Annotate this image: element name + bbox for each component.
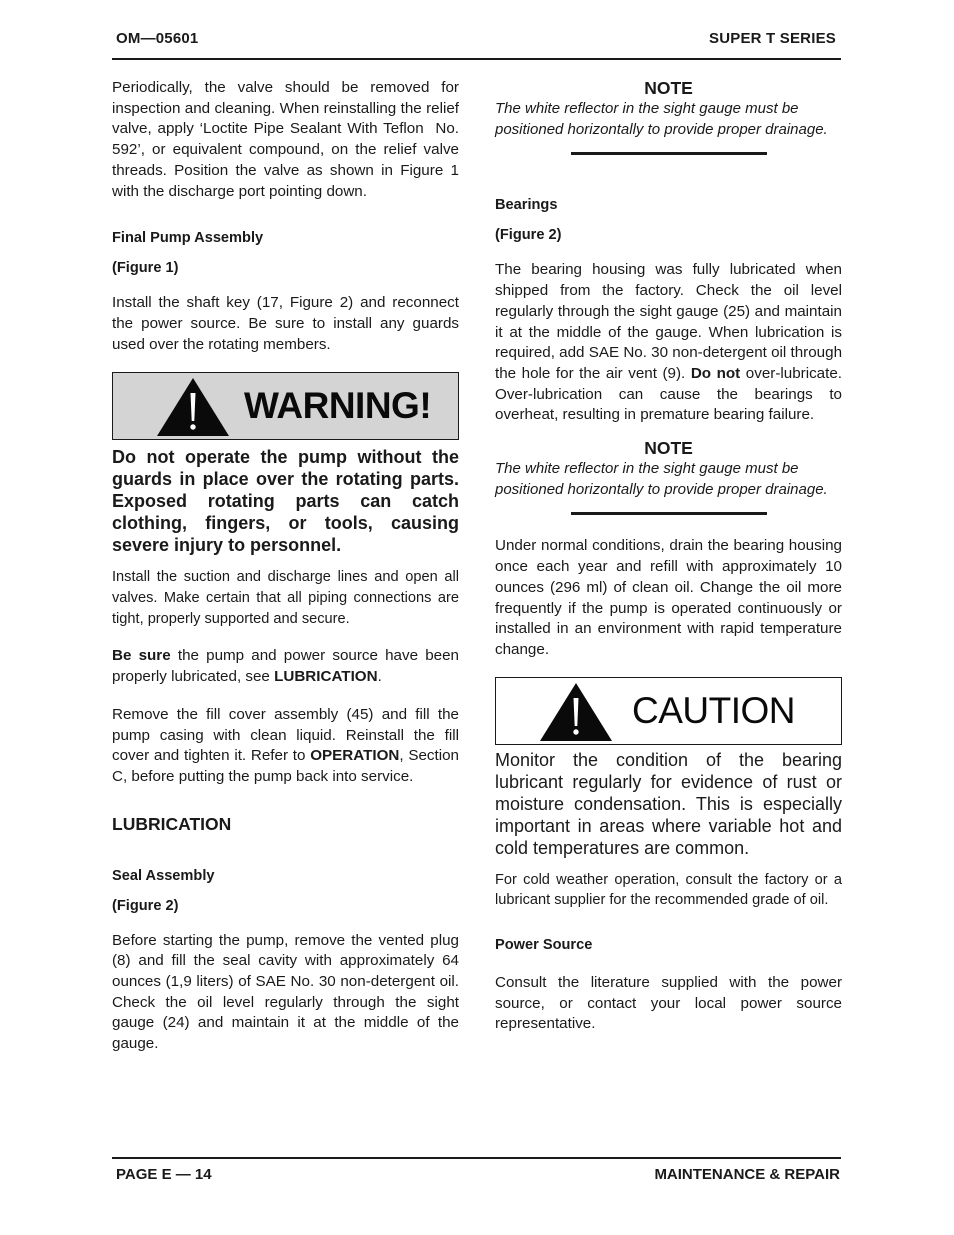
- final-assembly-paragraph: Install the shaft key (17, Figure 2) and reconnect the power source. Be sure to install any guards used over the rotating members.: [112, 294, 459, 353]
- operation-reference: OPERATION: [310, 747, 400, 765]
- power-source-paragraph: Consult the literature supplied with the power source, or contact your local power source representative.: [495, 974, 842, 1033]
- seal-assembly-heading: Seal Assembly: [112, 867, 215, 884]
- caution-label: CAUTION: [632, 689, 795, 731]
- note-text-1: The white reflector in the sight gauge must be positioned horizontally to provide proper drainage.: [495, 100, 828, 138]
- lubrication-check-paragraph: Be sure the pump and power source have been properly lubricated, see LUBRICATION.: [112, 647, 459, 686]
- warning-banner: [112, 372, 459, 440]
- section-name: MAINTENANCE & REPAIR: [654, 1166, 840, 1183]
- do-not-emphasis: Do not: [690, 364, 741, 382]
- final-assembly-heading: Final Pump Assembly: [112, 230, 264, 247]
- header-rule: [112, 58, 841, 60]
- cold-weather-paragraph: For cold weather operation, consult the factory or a lubricant supplier for the recommended grade of oil.: [495, 871, 842, 909]
- seal-assembly-paragraph: Before starting the pump, remove the vented plug (8) and fill the seal cavity with approximately 64 ounces (1,9 liters) of SAE No. 30 non-detergent oil. Check the oil level regularly through the sight gauge (24) and maintain it at the middle of the gauge.: [112, 931, 459, 1053]
- caution-triangle-icon: [538, 681, 614, 743]
- note-text-2: The white reflector in the sight gauge must be positioned horizontally to provide proper drainage.: [495, 460, 828, 498]
- warning-label: WARNING!: [244, 385, 432, 427]
- series-title: SUPER T SERIES: [709, 30, 836, 47]
- seal-assembly-figure-ref: (Figure 2): [112, 897, 179, 914]
- fill-cover-paragraph: Remove the fill cover assembly (45) and fill the pump casing with clean liquid. Reinstall the fill cover and tighten it. Refer to OPERATION, Section C, before putting the pump back into service.: [112, 705, 459, 785]
- warning-triangle-icon: [155, 376, 231, 438]
- left-column: [112, 78, 459, 1055]
- power-source-heading: Power Source: [495, 937, 593, 954]
- bearings-figure-ref: (Figure 2): [495, 227, 562, 244]
- note-title-2: NOTE: [644, 438, 693, 459]
- lubrication-heading: LUBRICATION: [112, 813, 232, 834]
- caution-banner: [495, 677, 842, 745]
- bearings-paragraph: The bearing housing was fully lubricated when shipped from the factory. Check the oil level regularly through the sight gauge (25) and maintain it at the middle of the gauge. When lubrication is required, add SAE No. 30 non-detergent oil through the hole for the air vent (9). Do not over-lubricate. Over-lubrication can cause the bearings to overheat, resulting in premature bearing failure.: [495, 261, 843, 424]
- bearings-heading: Bearings: [495, 197, 558, 214]
- note-title-1: NOTE: [644, 78, 693, 98]
- page-number: PAGE E — 14: [116, 1166, 212, 1183]
- right-column: [495, 78, 842, 1035]
- note-rule-2: [571, 512, 767, 515]
- final-assembly-figure-ref: (Figure 1): [112, 260, 179, 277]
- drain-paragraph: Under normal conditions, drain the bearing housing once each year and refill with approximately 10 ounces (296 ml) of clean oil. Change the oil more frequently if the pump is operated continuously or installed in an environment with rapid temperature change.: [495, 537, 842, 658]
- warning-message: Do not operate the pump without the guards in place over the rotating parts. Exposed rotating parts can catch clothing, fingers, or tools, causing severe injury to personnel.: [112, 447, 459, 556]
- caution-message: Monitor the condition of the bearing lubricant regularly for evidence of rust or moisture condensation. This is especially important in areas where variable hot and cold temperatures are common.: [495, 749, 842, 858]
- relief-valve-paragraph: Periodically, the valve should be removed for inspection and cleaning. When reinstalling the relief valve, apply ‘Loctite Pipe Sealant With Teflon No. 592’, or equivalent compound, on the relief valve threads. Position the valve as shown in Figure 1 with the discharge port pointing down.: [112, 79, 459, 200]
- piping-paragraph: Install the suction and discharge lines and open all valves. Make certain that all piping connections are tight, properly supported and secure.: [112, 569, 459, 627]
- be-sure-emphasis: Be sure: [112, 647, 171, 665]
- lubrication-reference: LUBRICATION: [274, 668, 378, 686]
- doc-number: OM—05601: [116, 30, 199, 47]
- note-rule-1: [571, 152, 767, 155]
- footer-rule: [112, 1157, 841, 1159]
